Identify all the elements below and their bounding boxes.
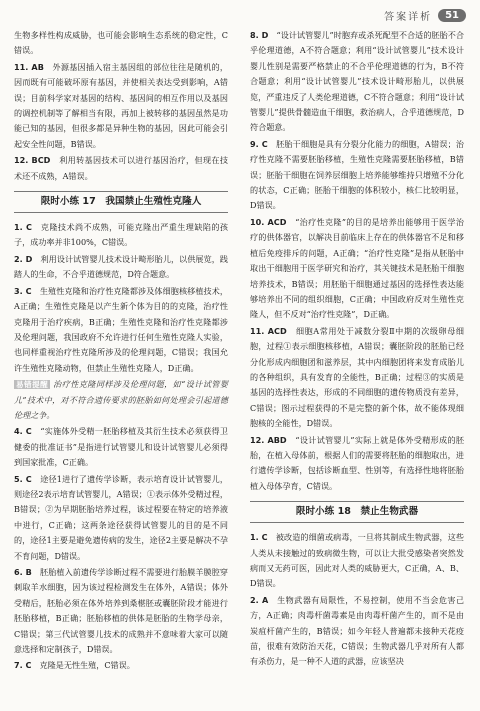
answer-item: 12. BCD 利用转基因技术可以进行基因治疗，但现在技术还不成熟，A错误。 xyxy=(14,155,228,181)
answer-item: 1. C 克隆技术尚不成熟，可能克隆出严重生理缺陷的孩子，成功率并非100%，C错误。 xyxy=(14,222,228,248)
tip-note: 易错提醒 治疗性克隆同样涉及伦理问题，如“设计试管婴儿”技术中，对不符合遗传要求的胚胎如何处理会引起道德伦理之争。 xyxy=(14,379,229,420)
answer-item: 8. D “设计试管婴儿”时胞弃或杀死配型不合适的胚胎不合乎伦理道德，A不符合题意；利用“设计试管婴儿”技术设计婴儿性别是需要严格禁止的不合乎伦理道德的行为，B不符合题意；利用“设计试管婴儿”技术设计畸形胎儿，以供展览，严重违反了人类伦理道德，C不符合题意；利用“设计试管婴儿”提供骨髓造血干细胞，救治病人，合乎道德规范，D符合题意。 xyxy=(250,30,464,133)
answer-item: 11. AB 外源基因插入宿主基因组的部位往往是随机的，因而既有可能破坏原有基因，并使相关表达受到影响，A错误；目前科学家对基因的结构、基因间的相互作用以及基因的调控机制等了解相当有限，再加上被转移的基因虽然是功能已知的基因，但很多都是异种生物的基因，因此可能会引起安全性问题，B错误。 xyxy=(14,61,228,149)
right-column xyxy=(250,28,464,671)
answer-item: 3. C 生殖性克隆和治疗性克隆都涉及体细胞核移植技术，A正确；生殖性克隆是以产生新个体为目的的克隆，治疗性克隆用于治疗疾病，B正确；生殖性克隆和治疗性克隆都涉及伦理问题，我国政府不允许进行任何生殖性克隆人实验，也同样重视治疗性克隆所涉及的伦理问题，C错误；我国允许生殖性克隆动物，但禁止生殖性克隆人，D正确。 xyxy=(14,285,228,373)
answer-item: 12. ABD “设计试管婴儿”实际上就是体外受精形成的胚胎，在植入母体前，根据人们的需要将胚胎的细胞取出，进行遗传学诊断，包括诊断血型、性别等，有选择性地将胚胎植入母体孕育，C错误。 xyxy=(250,434,464,491)
page-number-badge: 51 xyxy=(438,9,466,22)
answer-item: 9. C 胚胎干细胞是具有分裂分化能力的细胞，A错误；治疗性克隆不需要胚胎移植，生殖性克隆需要胚胎移植，B错误；胚胎干细胞在饲养层细胞上培养能够维持只增殖不分化的状态，C正确；胚胎干细胞的体积较小，核仁比较明显，D错误。 xyxy=(250,138,464,211)
answer-item: 5. C 途径1进行了遗传学诊断，表示培育设计试管婴儿，则途径2表示培育试管婴儿，A错误；①表示体外受精过程，B错误；②为早期胚胎培养过程，该过程要在特定的培养液中进行，C正确；这两条途径获得试管婴儿的目的是不同的，途径1主要是避免遗传病的发生，途径2主要是解决不孕不育问题，D错误。 xyxy=(14,473,228,561)
tip-label: 易错提醒 xyxy=(16,380,49,390)
answer-item: 1. C 被改造的细菌或病毒，一旦将其制成生物武器，这些人类从未接触过的致病微生物，可以让大批受感染者突然发病而又无药可医，因此对人类的威胁更大，C正确，A、B、D错误。 xyxy=(250,532,464,589)
answer-item: 7. C 克隆是无性生殖，C错误。 xyxy=(14,660,135,671)
left-column xyxy=(14,28,228,675)
answer-item: 10. ACD “治疗性克隆”的目的是培养出能够用于医学治疗的供体器官，以解决目前临床上存在的供体器官不足和移植后免疫排斥的问题，A正确；“治疗性克隆”是指从胚胎中取出干细胞用于医学研究和治疗，其关键技术是胚胎干细胞培养技术，B错误；用胚胎干细胞通过基因的选择性表达能够培养出不同的组织细胞，C正确；中国政府反对生殖性克隆人，但不反对“治疗性克隆”，D正确。 xyxy=(250,216,465,320)
section-title-18: 限时小练 18 禁止生物武器 xyxy=(250,501,464,523)
answer-item: 6. B 胚胎植入前遗传学诊断过程不需要进行胎膜羊膜腔穿刺取羊水细胞，因为该过程检测发生在体外，A错误；体外受精后，胚胎必须在体外培养到桑椹胚或囊胚阶段才能进行胚胎移植，B正确；胚胎移植的供体是胚胎的生物学母亲，C错误；第三代试管婴儿技术的成熟并不意味着大家可以随意选择和定制孩子，D错误。 xyxy=(14,567,228,655)
paragraph: 生物多样性构成威胁，也可能会影响生态系统的稳定性，C错误。 xyxy=(14,30,228,56)
section-title-17: 限时小练 17 我国禁止生殖性克隆人 xyxy=(14,191,228,213)
answer-item: 2. D 利用设计试管婴儿技术设计畸形胎儿，以供展览，践踏人的生命，不合乎道德规范，D符合题意。 xyxy=(14,253,228,280)
answer-item: 4. C “实施体外受精一胚胎移植及其衍生技术必须获得卫健委的批准证书”是指进行试管婴儿和设计试管婴儿必须得到国家批准，C正确。 xyxy=(14,426,228,468)
page-header xyxy=(384,6,466,24)
answer-item: 11. ACD 细胞A常用处于减数分裂Ⅱ中期的次级卵母细胞，过程①表示细胞核移植，A错误；囊胚阶段的胚胎已经分化形成内细胞团和滋养层，其中内细胞团将来发育成胎儿的各种组织，具有发育的全能性，B正确；过程③的实质是基因的选择性表达，形成的不同细胞的遗传物质没有差异，C错误；图示过程获得的不是完整的新个体，故不能体现细胞核的全能性，D错误。 xyxy=(250,325,464,429)
header-title: 答案详析 xyxy=(384,11,433,23)
answer-item: 2. A 生物武器有局限性，不易控制，使用不当会危害己方，A正确；肉毒杆菌毒素是由肉毒杆菌产生的，而不是由炭疽杆菌产生的，B错误；如今年轻人普遍都未接种天花疫苗，很难有效防治天花，C错误；生物武器几乎对所有人都有杀伤力，是一种不人道的武器，应该坚决 xyxy=(250,594,464,667)
